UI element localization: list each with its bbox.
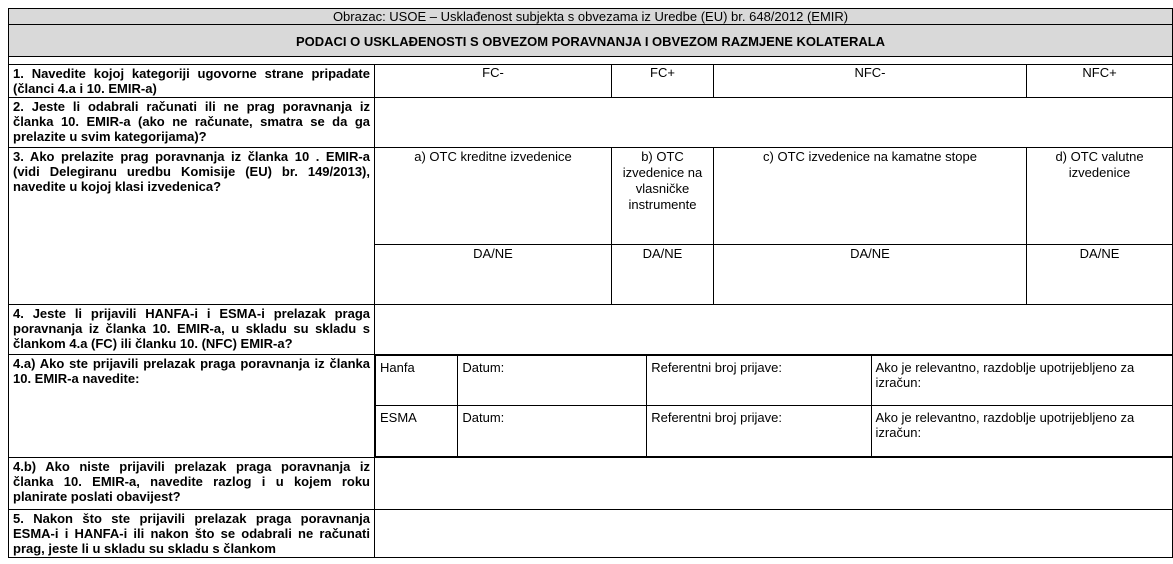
form-title: Obrazac: USOE – Usklađenost subjekta s obvezama iz Uredbe (EU) br. 648/2012 (EMIR) (9, 9, 1173, 25)
notification-row-esma (376, 406, 1173, 457)
answer-2[interactable] (375, 98, 1173, 148)
authority-esma: ESMA (376, 406, 458, 457)
reference-field-esma[interactable]: Referentni broj prijave: (647, 406, 871, 457)
period-field-esma[interactable]: Ako je relevantno, razdoblje upotrijebljeno za izračun: (871, 406, 1172, 457)
option-nfc-plus[interactable]: NFC+ (1027, 65, 1173, 98)
answer-4[interactable] (375, 305, 1173, 355)
answer-fx[interactable]: DA/NE (1027, 245, 1173, 305)
reference-field-hanfa[interactable]: Referentni broj prijave: (647, 356, 871, 406)
class-fx: d) OTC valutne izvedenice (1027, 148, 1173, 245)
answer-equity[interactable]: DA/NE (612, 245, 714, 305)
section-title: PODACI O USKLAĐENOSTI S OBVEZOM PORAVNANJA I OBVEZOM RAZMJENE KOLATERALA (9, 25, 1173, 57)
question-4a: 4.a) Ako ste prijavili prelazak praga poravnanja iz članka 10. EMIR-a navedite: (9, 355, 375, 458)
date-field-hanfa[interactable]: Datum: (458, 356, 647, 406)
option-fc-minus[interactable]: FC- (375, 65, 612, 98)
class-equity: b) OTC izvedenice na vlasničke instrumente (612, 148, 714, 245)
answer-credit[interactable]: DA/NE (375, 245, 612, 305)
option-nfc-minus[interactable]: NFC- (714, 65, 1027, 98)
answer-4b[interactable] (375, 458, 1173, 510)
notification-row-hanfa (376, 356, 1173, 406)
notification-table (375, 355, 1173, 457)
question-1: 1. Navedite kojoj kategoriji ugovorne strane pripadate (članci 4.a i 10. EMIR-a) (9, 65, 375, 98)
answer-5[interactable] (375, 510, 1173, 558)
question-5: 5. Nakon što ste prijavili prelazak praga poravnanja ESMA-i i HANFA-i ili nakon što se odabrali ne računati prag, jeste li u skladu su skladu s člankom (9, 510, 375, 558)
question-2: 2. Jeste li odabrali računati ili ne prag poravnanja iz članka 10. EMIR-a (ako ne računate, smatra se da ga prelazite u svim kategorijama)? (9, 98, 375, 148)
period-field-hanfa[interactable]: Ako je relevantno, razdoblje upotrijebljeno za izračun: (871, 356, 1172, 406)
date-field-esma[interactable]: Datum: (458, 406, 647, 457)
class-credit: a) OTC kreditne izvedenice (375, 148, 612, 245)
authority-hanfa: Hanfa (376, 356, 458, 406)
question-4b: 4.b) Ako niste prijavili prelazak praga poravnanja iz članka 10. EMIR-a, navedite razlog i u kojem roku planirate poslati obavijest? (9, 458, 375, 510)
option-fc-plus[interactable]: FC+ (612, 65, 714, 98)
question-3: 3. Ako prelazite prag poravnanja iz članka 10 . EMIR-a (vidi Delegiranu uredbu Komisije (EU) br. 149/2013), navedite u kojoj klasi izvedenica? (9, 148, 375, 305)
answer-interest[interactable]: DA/NE (714, 245, 1027, 305)
question-4: 4. Jeste li prijavili HANFA-i i ESMA-i prelazak praga poravnanja iz članka 10. EMIR-a, u skladu su skladu s člankom 4.a (FC) ili članku 10. (NFC) EMIR-a? (9, 305, 375, 355)
class-interest: c) OTC izvedenice na kamatne stope (714, 148, 1027, 245)
spacer-row (9, 57, 1173, 65)
answer-4a (375, 355, 1173, 458)
compliance-form (8, 8, 1173, 558)
